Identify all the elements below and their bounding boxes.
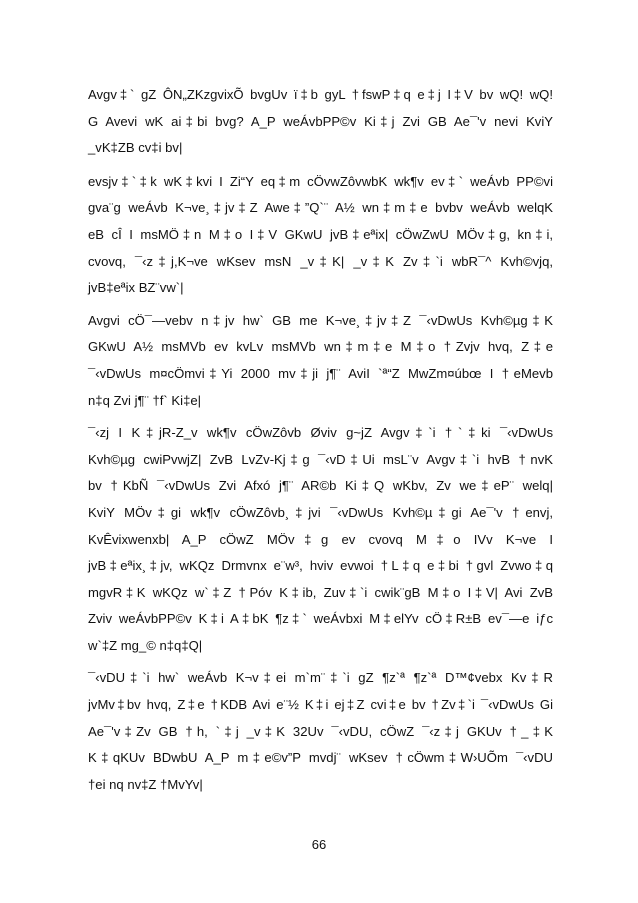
- text-line: eB cÎ I msMÖ‡n M‡o I‡V GKwU jvB‡eªix| cÖwZwU MÖv‡g, kn‡i,: [88, 226, 553, 242]
- text-line: w`‡Z mg_© n‡q‡Q|: [88, 637, 203, 653]
- text-line: mgvR‡K wKQz w`‡Z †Póv K‡ib, Zuv‡`i cwik¨gB M‡o I‡V| Avi ZvB: [88, 584, 553, 600]
- text-line: jvMv‡bv hvq, Z‡e †KDB Avi e¨½ K‡i ej‡Z cvi‡e bv †Zv‡`i ¯‹vDwUs Gi: [88, 697, 553, 713]
- text-line: Zviv weÁvbPP©v K‡i A‡bK ¶z‡` weÁvbxi M‡elYv cÖ‡R±B ev¯—e iƒc: [88, 611, 553, 627]
- text-line: bv †KbÑ ¯‹vDwUs Zvi Afxó j¶¨ AR©b Ki‡Q wKbv, Zv we‡eP¨ welq|: [88, 478, 553, 494]
- paragraph: [88, 169, 553, 302]
- text-line: KviY MÖv‡gi wk¶v cÖwZôvb¸‡jvi ¯‹vDwUs Kvh©µ‡gi Ae¯'v †envj,: [88, 504, 553, 520]
- text-line: evsjv‡`‡k wK‡kvi I Zi“Y eq‡m cÖvwZôvwbK wk¶v ev‡` weÁvb PP©vi: [88, 173, 553, 189]
- text-line: ¯‹zj I K‡jR-Z_v wk¶v cÖwZôvb Øviv g~jZ Avgv‡`i †`‡ki ¯‹vDwUs: [88, 425, 553, 441]
- text-line: _vK‡ZB cv‡i bv|: [88, 140, 183, 156]
- text-line: Kvh©µg cwiPvwjZ| ZvB LvZv-Kj‡g ¯‹vD‡Ui msL¨v Avgv‡`i hvB †nvK: [88, 451, 553, 467]
- page-number: 66: [311, 837, 327, 852]
- text-line: G Avevi wK ai‡bi bvg? A_P weÁvbPP©v Ki‡j Zvi GB Ae¯'v nevi KviY: [88, 113, 553, 129]
- text-line: †ei nq nv‡Z †MvYv|: [88, 776, 203, 792]
- text-line: Avgv‡` gZ ÔN„ZKzgvixÕ bvgUv ï‡b gyL †fswP‡q e‡j I‡V bv wQ! wQ!: [88, 87, 553, 102]
- text-line: GKwU A½ msMVb ev kvLv msMVb wn‡m‡e M‡o †Zvjv hvq, Z‡e: [88, 339, 553, 355]
- text-line: n‡q Zvi j¶¨ †f` Ki‡e|: [88, 392, 202, 408]
- paragraph: [88, 665, 553, 798]
- text-line: Ae¯'v‡Zv GB †h, `‡j _v‡K 32Uv ¯‹vDU, cÖwZ ¯‹z‡j GKUv †_‡K: [88, 723, 553, 739]
- paragraph: [88, 420, 553, 659]
- text-line: jvB‡eªix BZ¨vw`|: [88, 280, 184, 296]
- text-line: K‡qKUv BDwbU A_P m‡e©v”P mvdj¨ wKsev †cÖwm‡W›UÕm ¯‹vDU: [88, 750, 553, 766]
- text-line: Avgvi cÖ¯—vebv n‡jv hw` GB me K¬ve¸‡jv‡Z ¯‹vDwUs Kvh©µg‡K: [88, 312, 553, 328]
- text-line: jvB‡eªix¸‡jv, wKQz Drmvnx e¨w³, hviv evwoi †L‡q e‡bi †gvl Zvwo‡q: [88, 558, 553, 574]
- document-body: [88, 82, 553, 798]
- text-line: ¯‹vDU‡`i hw` weÁvb K¬v‡ei m`m¨‡`i gZ ¶z`ª ¶z`ª D™¢vebx Kv‡R: [88, 670, 553, 686]
- paragraph: [88, 308, 553, 414]
- paragraph: [88, 82, 553, 162]
- text-line: cvovq, ¯‹z‡j,K¬ve wKsev msN _v‡K| _v‡K Zv‡`i wbR¯^ Kvh©vjq,: [88, 253, 553, 269]
- text-line: KvÊvixwenxb| A_P cÖwZ MÖv‡g ev cvovq M‡o IVv K¬ve I: [88, 531, 553, 547]
- text-line: gva¨g weÁvb K¬ve¸‡jv‡Z Awe‡”Q`¨ A½ wn‡m‡e bvbv weÁvb welqK: [88, 200, 553, 216]
- text-line: ¯‹vDwUs m¤cÖmvi‡Yi 2000 mv‡ji j¶¨ AviI `ª“Z MwZm¤úbœ I †eMevb: [88, 365, 553, 381]
